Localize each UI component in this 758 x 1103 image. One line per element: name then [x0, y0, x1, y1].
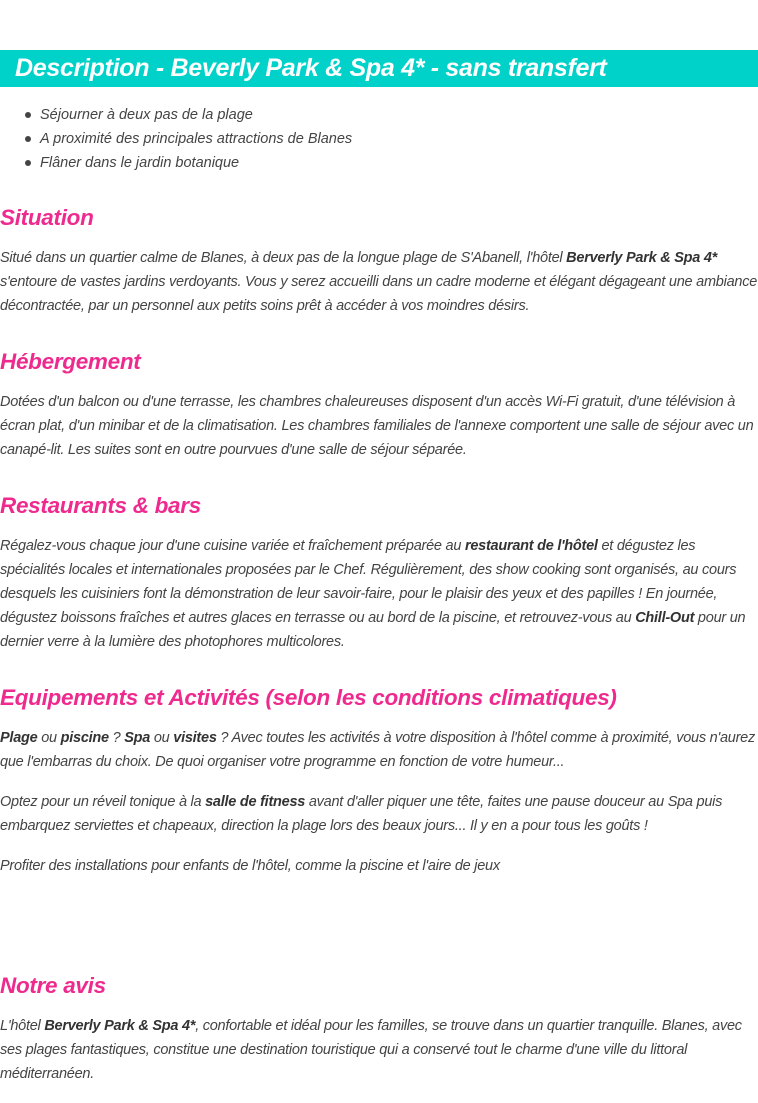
highlight-text: Flâner dans le jardin botanique	[40, 155, 240, 171]
highlight-text: Séjourner à deux pas de la plage	[40, 107, 253, 123]
restaurants-text	[0, 534, 758, 654]
page-title: Description - Beverly Park & Spa 4* - sans transfert	[15, 54, 607, 82]
bullet-icon	[25, 112, 31, 118]
text-segment: et dégustez les spécialités locales et internationales proposées par le Chef. Régulièrement, des show cooking sont organisés, au cours desquels les cuisiniers font la démonstration de leur savoir-faire, pour le plaisir des yeux et des papilles ! En journée, dégustez boissons fraîches et autres glaces en terrasse ou au bord de la piscine, et retrouvez-vous au	[0, 538, 737, 626]
hotel-name: Berverly Park & Spa 4*	[44, 1018, 196, 1034]
text-segment: ou	[37, 730, 61, 746]
list-item	[24, 151, 352, 175]
spa-highlight: Spa	[124, 730, 151, 746]
highlights-list	[24, 103, 352, 175]
text-segment: ?	[108, 730, 125, 746]
visites-highlight: visites	[173, 730, 217, 746]
text-segment: pour un dernier verre à la lumière des photophores multicolores.	[0, 610, 746, 650]
text-segment: Optez pour un réveil tonique à la	[0, 794, 206, 810]
plage-highlight: Plage	[0, 730, 38, 746]
situation-heading: Situation	[0, 205, 94, 230]
text-segment: s'entoure de vastes jardins verdoyants. Vous y serez accueilli dans un cadre moderne et élégant dégageant une ambiance décontractée, par un personnel aux petits soins prêt à accéder à vos moindres désirs.	[0, 274, 758, 314]
restaurants-heading: Restaurants & bars	[0, 493, 201, 518]
equipements-text-3: Profiter des installations pour enfants de l'hôtel, comme la piscine et l'aire de jeux	[0, 858, 500, 874]
hebergement-text: Dotées d'un balcon ou d'une terrasse, les chambres chaleureuses disposent d'un accès Wi-Fi gratuit, d'une télévision à écran plat, d'un minibar et de la climatisation. Les chambres familiales de l'annexe comportent une salle de séjour avec un canapé-lit. Les suites sont en outre pourvues d'une salle de séjour séparée.	[0, 394, 754, 458]
highlight-text: A proximité des principales attractions de Blanes	[40, 131, 353, 147]
text-segment: ou	[150, 730, 174, 746]
situation-text	[0, 246, 758, 318]
text-segment: ? Avec toutes les activités à votre disposition à l'hôtel comme à proximité, vous n'aurez que l'embarras du choix. De quoi organiser votre programme en fonction de votre humeur...	[0, 730, 755, 770]
equipements-text-2	[0, 790, 758, 838]
list-item	[24, 103, 352, 127]
title-banner	[0, 50, 758, 87]
avis-text	[0, 1014, 758, 1086]
equipements-text-1	[0, 726, 758, 774]
text-segment: avant d'aller piquer une tête, faites une pause douceur au Spa puis embarquez serviettes et chapeaux, direction la plage lors des beaux jours... Il y en a pour tous les goûts !	[0, 794, 723, 834]
bullet-icon	[25, 136, 31, 142]
text-segment: L'hôtel	[0, 1018, 45, 1034]
hotel-name: Berverly Park & Spa 4*	[566, 250, 718, 266]
text-segment: Situé dans un quartier calme de Blanes, à deux pas de la longue plage de S'Abanell, l'hôtel	[0, 250, 567, 266]
list-item	[24, 127, 352, 151]
chillout-highlight: Chill-Out	[635, 610, 695, 626]
text-segment: Régalez-vous chaque jour d'une cuisine variée et fraîchement préparée au	[0, 538, 465, 554]
restaurant-highlight: restaurant de l'hôtel	[464, 538, 598, 554]
hebergement-heading: Hébergement	[0, 349, 141, 374]
avis-heading: Notre avis	[0, 973, 106, 998]
piscine-highlight: piscine	[60, 730, 109, 746]
bullet-icon	[25, 160, 31, 166]
equipements-heading: Equipements et Activités (selon les conditions climatiques)	[0, 685, 617, 710]
fitness-highlight: salle de fitness	[205, 794, 306, 810]
text-segment: , confortable et idéal pour les familles, se trouve dans un quartier tranquille. Blanes, avec ses plages fantastiques, constitue une destination touristique qui a conservé tout le charme d'une ville du littoral méditerranéen.	[0, 1018, 742, 1082]
